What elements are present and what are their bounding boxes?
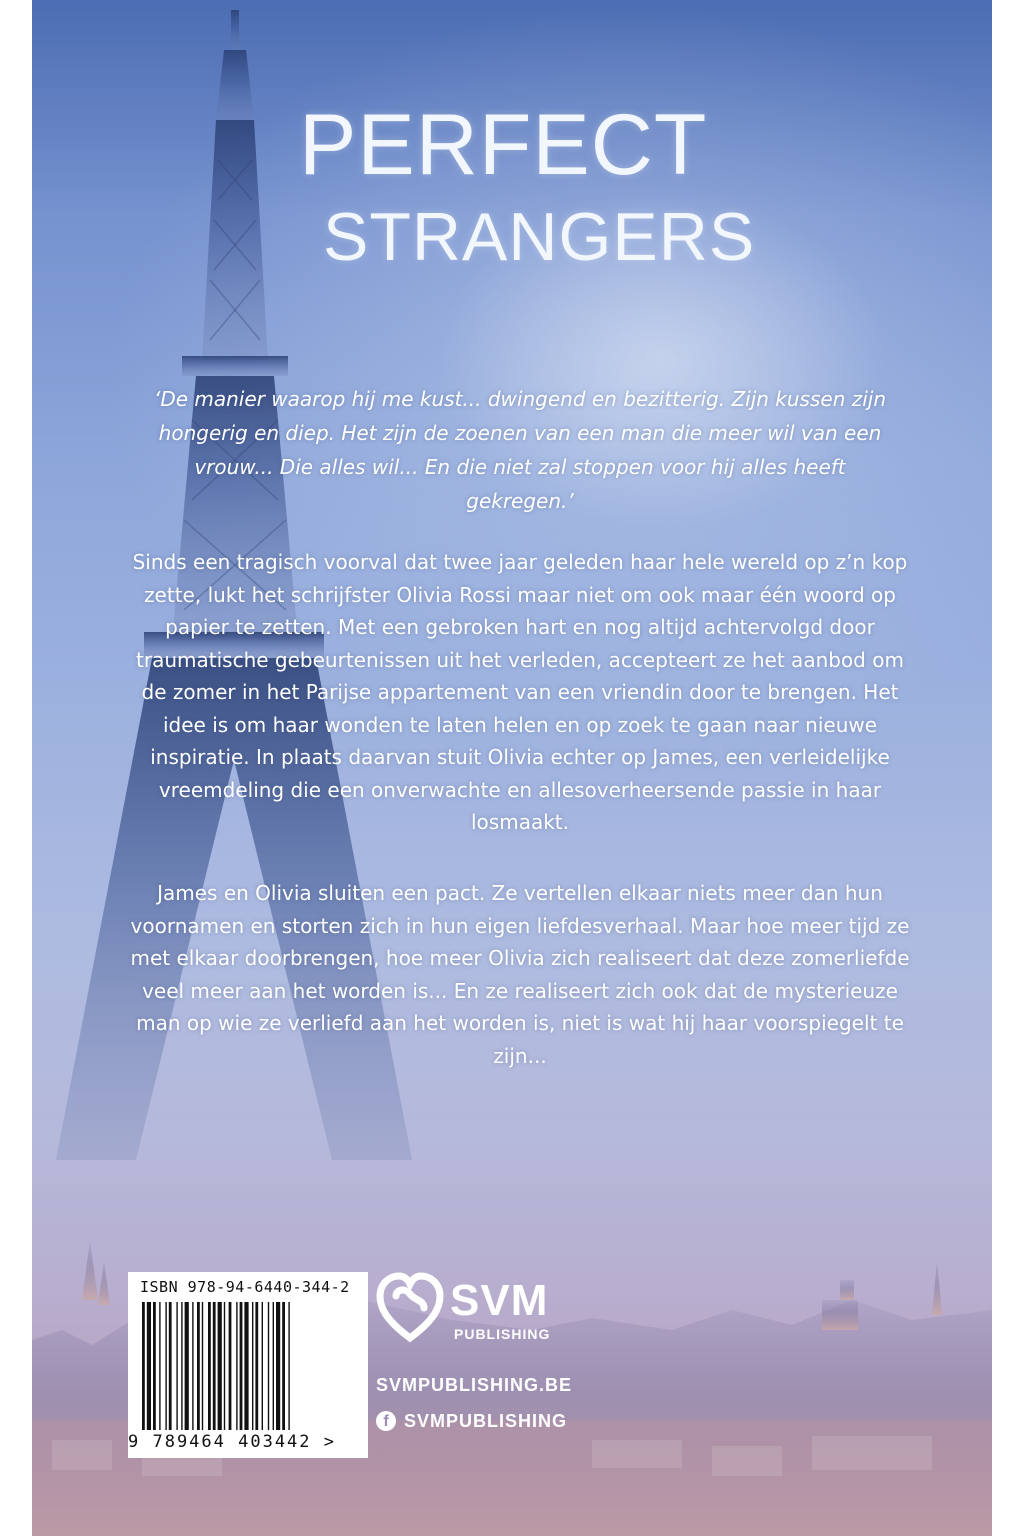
barcode-bars-icon bbox=[142, 1302, 354, 1430]
book-title-line-1: PERFECT bbox=[299, 97, 708, 193]
blurb-quote: ‘De manier waarop hij me kust... dwingend en bezitterig. Zijn kussen zijn hongerig en diep. Het zijn de zoenen van een man die meer wil van een vrouw... Die alles wil... En die niet zal stoppen voor hij alles heeft gekregen.’ bbox=[153, 387, 887, 513]
facebook-handle: SVMPUBLISHING bbox=[404, 1411, 568, 1431]
synopsis-paragraph-1: Sinds een tragisch voorval dat twee jaar geleden haar hele wereld op z’n kop zette, lukt het schrijfster Olivia Rossi maar niet om ook maar één woord op papier te zetten. Met een gebroken hart en nog altijd achtervolgd door traumatische gebeurtenissen uit het verleden, accepteert ze het aanbod om de zomer in het Parijse appartement van een vriendin door te brengen. Het idee is om haar wonden te laten helen en op zoek te gaan naar nieuwe inspiratie. In plaats daarvan stuit Olivia echter op James, een verleidelijke vreemdeling die een onverwachte en allesoverheersende passie in haar losmaakt. bbox=[132, 550, 908, 834]
facebook-icon: f bbox=[376, 1411, 396, 1431]
heart-logo-icon bbox=[376, 1272, 444, 1344]
publisher-name: SVM bbox=[450, 1276, 549, 1325]
publisher-subtitle: PUBLISHING bbox=[454, 1326, 551, 1342]
publisher-website-link[interactable]: SVMPUBLISHING.BE bbox=[376, 1375, 573, 1395]
isbn-label: ISBN 978-94-6440-344-2 bbox=[140, 1278, 350, 1296]
ean-digits: 9 789464 403442 > bbox=[128, 1432, 336, 1452]
isbn-barcode bbox=[128, 1272, 368, 1458]
publisher-logo bbox=[376, 1272, 596, 1352]
book-title-line-2: STRANGERS bbox=[323, 199, 756, 275]
book-back-cover bbox=[32, 0, 992, 1536]
synopsis-paragraph-2: James en Olivia sluiten een pact. Ze vertellen elkaar niets meer dan hun voornamen en storten zich in hun eigen liefdesverhaal. Maar hoe meer tijd ze met elkaar doorbrengen, hoe meer Olivia zich realiseert dat deze zomerliefde veel meer aan het worden is... En ze realiseert zich ook dat de mysterieuze man op wie ze verliefd aan het worden is, niet is wat hij haar voorspiegelt te zijn... bbox=[130, 881, 910, 1068]
